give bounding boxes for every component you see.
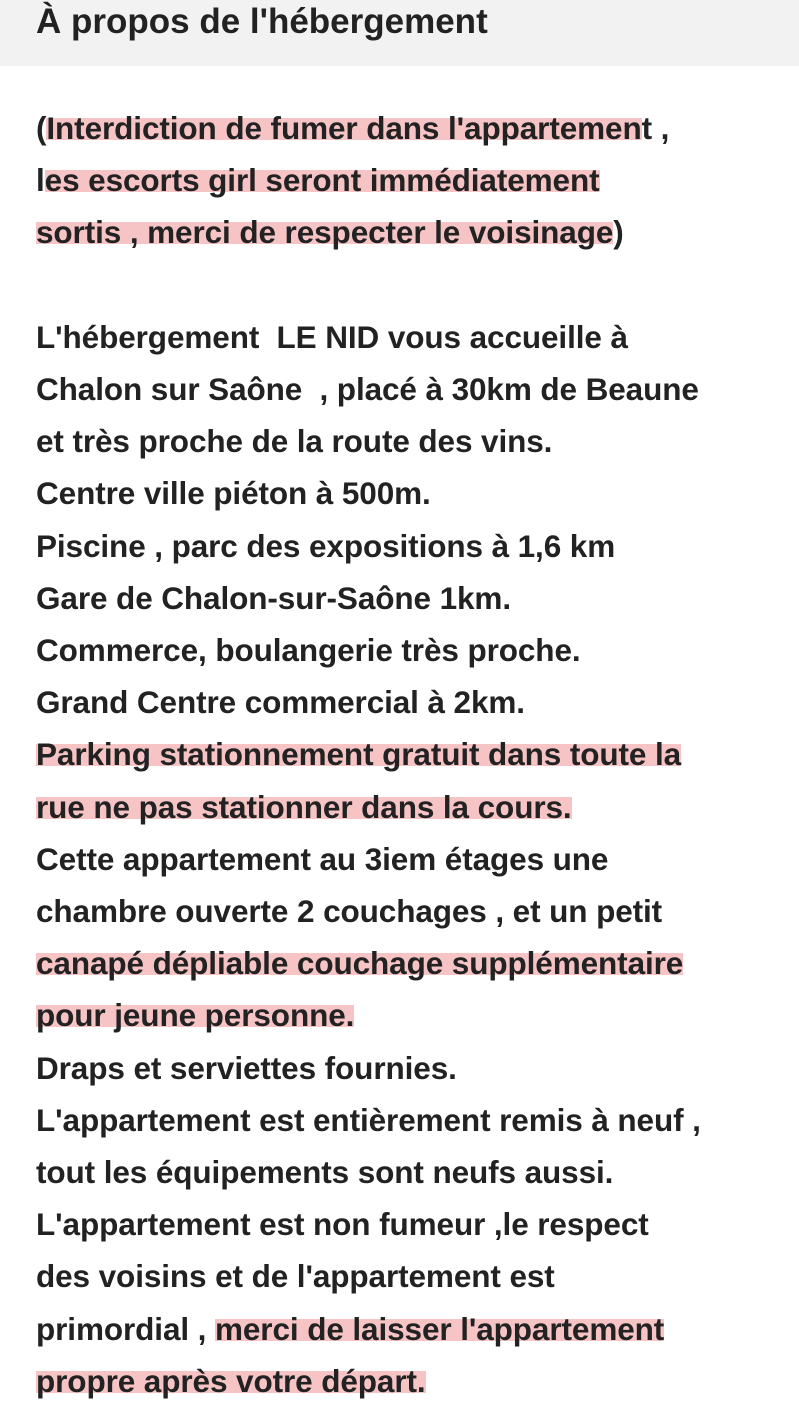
line-text: L'appartement est entièrement remis à neuf ,	[36, 1101, 701, 1138]
line-text: t ,	[641, 110, 670, 146]
description-line	[36, 937, 683, 989]
description-line	[36, 363, 699, 415]
description-line	[36, 1198, 649, 1250]
highlighted-text: pour jeune personne.	[36, 997, 355, 1034]
description-line	[36, 728, 681, 780]
highlighted-text: propre après votre départ.	[36, 1362, 426, 1399]
description-line	[36, 1146, 613, 1198]
description-line	[36, 624, 581, 676]
line-text: L'appartement est non fumeur ,le respect	[36, 1206, 649, 1243]
description-line	[36, 102, 669, 154]
description-line	[36, 833, 608, 885]
line-text: primordial ,	[36, 1310, 215, 1347]
description-line	[36, 467, 431, 519]
line-text: Cette appartement au 3iem étages une	[36, 840, 609, 877]
line-text: Centre ville piéton à 500m.	[36, 475, 431, 512]
line-text: des voisins et de l'appartement est	[36, 1258, 555, 1295]
line-text: Grand Centre commercial à 2km.	[36, 684, 525, 721]
section-header	[0, 0, 799, 66]
description-line	[36, 154, 600, 206]
line-text: )	[613, 214, 624, 251]
line-text: Piscine , parc des expositions à 1,6 km	[36, 527, 616, 564]
section-title: À propos de l'hébergement	[36, 2, 488, 41]
line-text: chambre ouverte 2 couchages , et un petit	[36, 893, 663, 929]
description-line	[36, 989, 354, 1041]
highlighted-text: canapé dépliable couchage supplémentaire	[36, 945, 684, 982]
highlighted-text: Parking stationnement gratuit dans toute la	[36, 736, 682, 773]
highlighted-text: es escorts girl seront immédiatement	[44, 162, 600, 199]
line-text: L'hébergement LE NID vous accueille à	[36, 318, 628, 355]
highlighted-text: sortis , merci de respecter le voisinage	[36, 214, 614, 251]
line-text: et très proche de la route des vins.	[36, 423, 553, 460]
description-line	[36, 1355, 426, 1407]
line-text: Gare de Chalon-sur-Saône 1km.	[36, 579, 511, 616]
highlighted-text: merci de laisser l'appartement	[214, 1310, 665, 1347]
line-text: Chalon sur Saône , placé à 30km de Beaune	[36, 371, 699, 407]
description-line	[36, 885, 662, 937]
description-line	[36, 781, 572, 833]
description-line	[36, 1094, 701, 1146]
line-text: l	[36, 162, 45, 199]
description-line	[36, 572, 511, 624]
description-line	[36, 520, 615, 572]
highlighted-text: rue ne pas stationner dans la cours.	[36, 788, 572, 825]
description-line	[36, 1303, 664, 1355]
description-line	[36, 415, 552, 467]
line-text: tout les équipements sont neufs aussi.	[36, 1154, 614, 1190]
line-text: (	[36, 110, 47, 146]
description-line	[36, 1042, 457, 1094]
highlighted-text: Interdiction de fumer dans l'appartemen	[46, 110, 642, 146]
description-line	[36, 676, 525, 728]
line-text: Draps et serviettes fournies.	[36, 1049, 457, 1086]
description-line	[36, 311, 628, 363]
description-line	[36, 206, 624, 258]
description-line	[36, 1250, 555, 1302]
line-text: Commerce, boulangerie très proche.	[36, 632, 581, 668]
